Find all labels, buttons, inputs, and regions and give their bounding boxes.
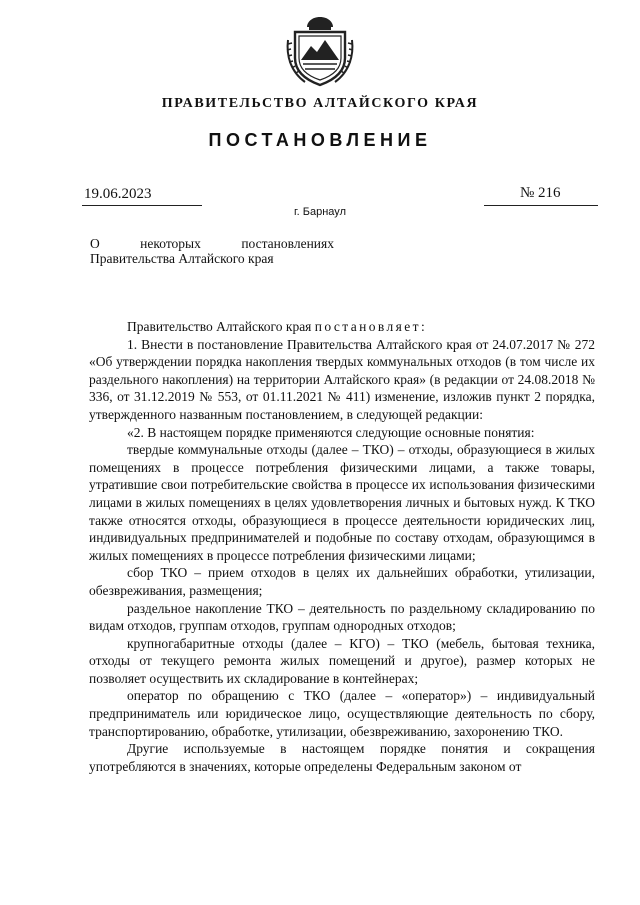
subject-line-1 bbox=[90, 236, 334, 251]
body-paragraph: твердые коммунальные отходы (далее – ТКО) – отходы, образующиеся в жилых помещениях в процессе потребления физическими лицами, а также товары, утратившие свои потребительские свойства в процессе их использования физическими лицами в жилых помещениях в целях удовлетворения личных и бытовых нужд. К ТКО также относятся отходы, образующиеся в процессе деятельности юридических лиц, индивидуальных предпринимателей и подобные по составу отходам, образующимся в жилых помещениях в процессе потребления физическими лицами; bbox=[89, 442, 595, 563]
subject-word: О bbox=[90, 236, 100, 251]
body-paragraph: «2. В настоящем порядке применяются следующие основные понятия: bbox=[127, 424, 535, 440]
body-paragraph: раздельное накопление ТКО – деятельность по раздельному складированию по видам отходов, группам отходов, группам однородных отходов; bbox=[89, 600, 595, 634]
government-title: ПРАВИТЕЛЬСТВО АЛТАЙСКОГО КРАЯ bbox=[161, 96, 479, 111]
subject-word: некоторых bbox=[140, 236, 201, 251]
body-paragraph: Другие используемые в настоящем порядке понятия и сокращения употребляются в значениях, которые определены Федеральным законом от bbox=[89, 741, 595, 774]
document-subject bbox=[90, 236, 334, 266]
preamble-decree-word: постановляет: bbox=[314, 319, 428, 334]
body-paragraph: сбор ТКО – прием отходов в целях их дальнейших обработки, утилизации, обезвреживания, размещения; bbox=[89, 565, 595, 598]
preamble bbox=[89, 318, 595, 336]
subject-line-2: Правительства Алтайского края bbox=[90, 251, 274, 266]
document-type-heading: ПОСТАНОВЛЕНИЕ bbox=[208, 130, 432, 150]
city-label: г. Барнаул bbox=[294, 206, 346, 218]
document-number: № 216 bbox=[520, 185, 561, 201]
altai-coat-of-arms-emblem bbox=[285, 14, 355, 88]
body-paragraph: 1. Внести в постановление Правительства Алтайского края от 24.07.2017 № 272 «Об утверждении порядка накопления твердых коммунальных отходов (в том числе их раздельного накопления) на территории Алтайского края» (в редакции от 24.08.2018 № 336, от 31.12.2019 № 553, от 01.11.2021 № 411) изменение, изложив пункт 2 порядка, утвержденного названным постановлением, в следующей редакции: bbox=[89, 336, 595, 422]
subject-word: постановлениях bbox=[241, 236, 334, 251]
document-date: 19.06.2023 bbox=[84, 186, 152, 202]
body-paragraph: крупногабаритные отходы (далее – КГО) – ТКО (мебель, бытовая техника, отходы от текущего ремонта жилых помещений и другое), размер которых не позволяет осуществить их складирование в контейнерах; bbox=[89, 635, 595, 686]
body-paragraph: оператор по обращению с ТКО (далее – «оператор») – индивидуальный предприниматель или юридическое лицо, осуществляющие деятельность по сбору, транспортированию, обработке, утилизации, обезвреживанию, захоронению ТКО. bbox=[89, 688, 595, 739]
document-body bbox=[89, 318, 595, 775]
preamble-lead: Правительство Алтайского края bbox=[127, 319, 312, 334]
